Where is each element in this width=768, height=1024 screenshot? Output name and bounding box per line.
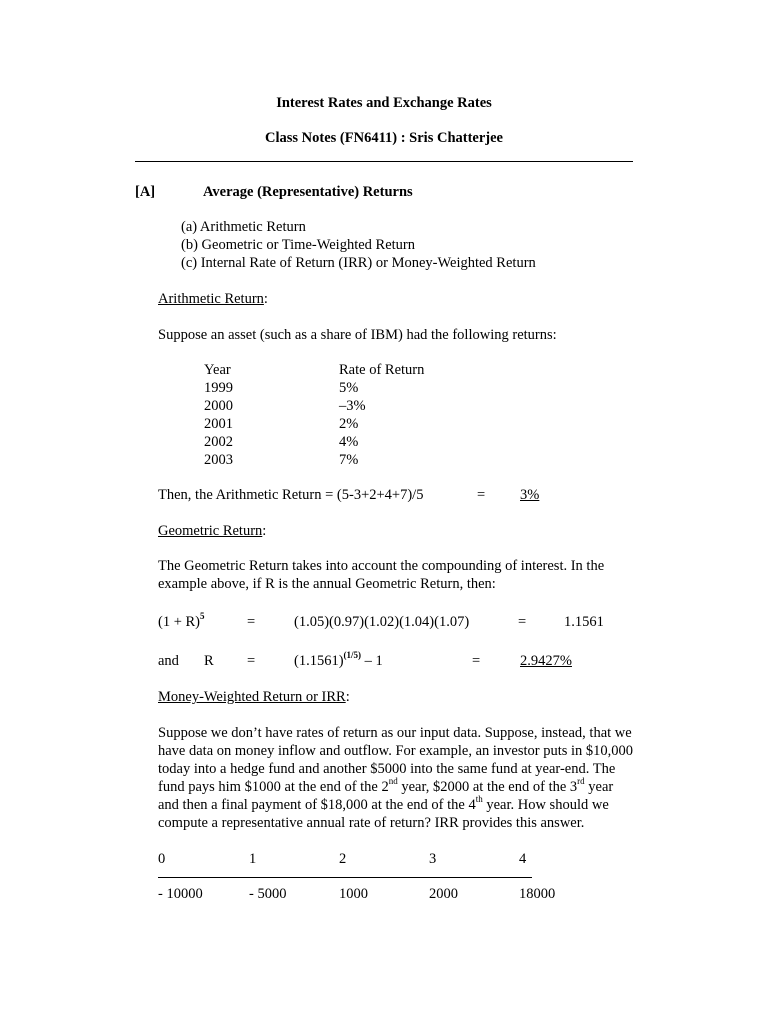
arithmetic-result-equals: = bbox=[477, 487, 486, 503]
table-header-year: Year bbox=[204, 362, 231, 378]
ordinal-suffix: nd bbox=[388, 776, 398, 787]
arithmetic-intro: Suppose an asset (such as a share of IBM) had the following returns: bbox=[158, 327, 557, 343]
geometric-equation-lhs bbox=[158, 613, 205, 631]
geometric-heading-text: Geometric Return bbox=[158, 523, 263, 539]
paragraph-line: The Geometric Return takes into account the compounding of interest. In the bbox=[158, 558, 605, 574]
list-item: (b) Geometric or Time-Weighted Return bbox=[181, 237, 416, 253]
paragraph-line bbox=[158, 796, 633, 814]
rate-cell: 5% bbox=[339, 380, 359, 396]
arithmetic-result-text: Then, the Arithmetic Return = (5-3+2+4+7)/5 bbox=[158, 487, 424, 503]
table-row bbox=[204, 379, 504, 397]
timeline-cash-flow: 1000 bbox=[339, 886, 368, 902]
line-text: and then a final payment of $18,000 at the end of the 4 bbox=[158, 797, 476, 813]
paragraph-line: have data on money inflow and outflow. For example, an investor puts in $10,000 bbox=[158, 743, 634, 759]
root-base: (1.1561) bbox=[294, 653, 344, 669]
timeline-period: 2 bbox=[339, 851, 347, 867]
table-row bbox=[204, 415, 504, 433]
paragraph-line: example above, if R is the annual Geometric Return, then: bbox=[158, 576, 496, 592]
root-exponent: (1/5) bbox=[343, 650, 362, 661]
table-row bbox=[204, 433, 504, 451]
equation-equals: = bbox=[247, 653, 256, 669]
return-types-list bbox=[181, 218, 536, 272]
arithmetic-heading-text: Arithmetic Return bbox=[158, 291, 264, 307]
equation-and: and bbox=[158, 653, 179, 669]
equation-lhs-exponent: 5 bbox=[200, 611, 205, 622]
irr-paragraph bbox=[158, 724, 633, 832]
section-label: [A] bbox=[135, 184, 156, 200]
line-text: year, $2000 at the end of the 3 bbox=[397, 779, 578, 795]
year-cell: 2000 bbox=[204, 398, 233, 414]
timeline-cash-flow: - 5000 bbox=[249, 886, 287, 902]
rate-cell: 4% bbox=[339, 434, 359, 450]
ordinal-suffix: th bbox=[475, 794, 483, 805]
document-subtitle: Class Notes (FN6411) : Sris Chatterjee bbox=[265, 130, 503, 146]
paragraph-line bbox=[158, 778, 633, 796]
geometric-return-value: 2.9427% bbox=[520, 653, 572, 669]
line-text: year bbox=[584, 779, 614, 795]
list-item: (c) Internal Rate of Return (IRR) or Money-Weighted Return bbox=[181, 255, 536, 271]
year-cell: 1999 bbox=[204, 380, 233, 396]
table-header-rate: Rate of Return bbox=[339, 362, 425, 378]
equation-equals: = bbox=[247, 614, 256, 630]
arithmetic-heading bbox=[158, 290, 268, 308]
geometric-equation-product: (1.05)(0.97)(1.02)(1.04)(1.07) bbox=[294, 614, 470, 630]
year-cell: 2002 bbox=[204, 434, 233, 450]
heading-colon: : bbox=[345, 689, 350, 705]
list-item: (a) Arithmetic Return bbox=[181, 219, 306, 235]
timeline-period: 1 bbox=[249, 851, 257, 867]
year-cell: 2001 bbox=[204, 416, 233, 432]
heading-colon: : bbox=[263, 291, 268, 307]
header-divider bbox=[135, 161, 633, 162]
document-title: Interest Rates and Exchange Rates bbox=[276, 95, 492, 111]
rate-cell: 2% bbox=[339, 416, 359, 432]
timeline-period: 3 bbox=[429, 851, 437, 867]
paragraph-line: compute a representative annual rate of return? IRR provides this answer. bbox=[158, 815, 585, 831]
geometric-intro bbox=[158, 557, 604, 593]
line-text: fund pays him $1000 at the end of the 2 bbox=[158, 779, 389, 795]
arithmetic-result-value: 3% bbox=[520, 487, 540, 503]
timeline-period: 0 bbox=[158, 851, 166, 867]
paragraph-line: Suppose we don’t have rates of return as our input data. Suppose, instead, that we bbox=[158, 725, 632, 741]
equation-equals: = bbox=[472, 653, 481, 669]
rate-cell: –3% bbox=[339, 398, 366, 414]
equation-equals: = bbox=[518, 614, 527, 630]
section-heading: Average (Representative) Returns bbox=[203, 184, 413, 200]
table-row bbox=[204, 451, 504, 469]
timeline-cash-flow: 18000 bbox=[519, 886, 556, 902]
timeline-axis bbox=[158, 877, 532, 878]
irr-heading bbox=[158, 688, 350, 706]
equation-variable: R bbox=[204, 653, 214, 669]
line-text: year. How should we bbox=[482, 797, 609, 813]
timeline-cash-flow: 2000 bbox=[429, 886, 458, 902]
year-cell: 2003 bbox=[204, 452, 233, 468]
geometric-equation-result: 1.1561 bbox=[564, 614, 604, 630]
timeline-period: 4 bbox=[519, 851, 527, 867]
equation-lhs-text: (1 + R) bbox=[158, 614, 201, 630]
table-row bbox=[204, 397, 504, 415]
rate-cell: 7% bbox=[339, 452, 359, 468]
irr-heading-text: Money-Weighted Return or IRR bbox=[158, 689, 346, 705]
geometric-heading bbox=[158, 522, 266, 540]
paragraph-line: today into a hedge fund and another $5000 into the same fund at year-end. The bbox=[158, 761, 616, 777]
ordinal-suffix: rd bbox=[577, 776, 585, 787]
heading-colon: : bbox=[262, 523, 267, 539]
root-tail: – 1 bbox=[361, 653, 383, 669]
geometric-root-expression bbox=[294, 652, 383, 670]
timeline-cash-flow: - 10000 bbox=[158, 886, 203, 902]
